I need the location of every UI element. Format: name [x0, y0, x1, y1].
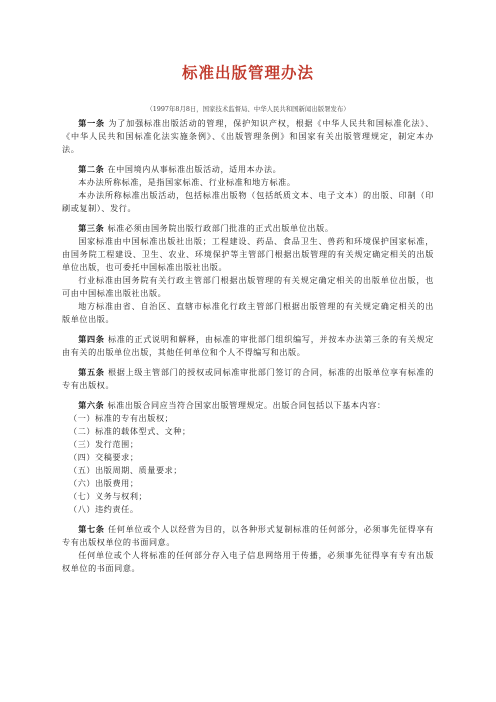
article-2-label: 第二条 — [78, 164, 105, 174]
article-7-label: 第七条 — [78, 524, 105, 534]
article-6 — [62, 399, 434, 412]
article-5-text: 根据上级主管部门的授权或同标准审批部门签订的合同，标准的出版单位享有标准的专有出版权。 — [62, 367, 434, 390]
list-item: （一）标准的专有出版权； — [69, 413, 174, 423]
list-item: （四）交稿要求； — [69, 452, 139, 462]
article-4-text: 标准的正式说明和解释，由标准的审批部门组织编写，并按本办法第三条的有关规定由有关的出版单位出版，其他任何单位和个人不得编写和出版。 — [62, 334, 434, 357]
list-item: （六）出版费用； — [69, 478, 139, 488]
article-5 — [62, 366, 434, 392]
list-item: （八）违约责任。 — [69, 504, 139, 514]
article-3-paragraph: 地方标准由省、自治区、直辖市标准化行政主管部门根据出版管理的有关规定确定相关的出版单位出版。 — [62, 301, 434, 324]
article-6-text: 标准出版合同应当符合国家出版管理规定。出版合同包括以下基本内容： — [107, 400, 386, 410]
article-2-paragraph: 本办法所称标准出版活动，包括标准出版物（包括纸质文本、电子文本）的出版、印制（印刷或复制）、发行。 — [62, 190, 434, 213]
document-subtitle: （1997年8月8日，国家技术监督局、中华人民共和国新闻出版署发布） — [146, 105, 350, 113]
article-3 — [62, 222, 434, 235]
article-7-text: 任何单位或个人以经营为目的，以各种形式复制标准的任何部分，必须事先征得享有专有出版权单位的书面同意。 — [62, 524, 434, 547]
article-6-label: 第六条 — [78, 400, 105, 410]
article-3-paragraph: 行业标准由国务院有关行政主管部门根据出版管理的有关规定确定相关的出版单位出版，也可由中国标准出版社出版。 — [62, 275, 434, 298]
list-item: （三）发行范围； — [69, 439, 139, 449]
article-1 — [62, 117, 434, 156]
article-2 — [62, 163, 434, 176]
article-7 — [62, 523, 434, 549]
article-4 — [62, 333, 434, 359]
article-3-label: 第三条 — [78, 223, 105, 233]
list-item: （二）标准的载体型式、文种； — [69, 426, 191, 436]
article-1-label: 第一条 — [78, 118, 105, 128]
document-title: 标准出版管理办法 — [181, 63, 314, 82]
article-2-paragraph: 本办法所称标准，是指国家标准、行业标准和地方标准。 — [78, 177, 296, 187]
article-3-paragraph: 国家标准由中国标准出版社出版；工程建设、药品、食品卫生、兽药和环境保护国家标准，由国务院工程建设、卫生、农业、环境保护等主管部门根据出版管理的有关规定确定相关的出版单位出版，也可委托中国标准出版社出版。 — [62, 236, 434, 272]
list-item: （七）义务与权利； — [69, 491, 148, 501]
list-item: （五）出版周期、质量要求； — [69, 465, 183, 475]
article-5-label: 第五条 — [78, 367, 105, 377]
article-2-text: 在中国境内从事标准出版活动，适用本办法。 — [107, 164, 282, 174]
article-1-text: 为了加强标准出版活动的管理，保护知识产权，根据《中华人民共和国标准化法》、《中华人民共和国标准化法实施条例》、《出版管理条例》和国家有关出版管理规定，制定本办法。 — [62, 118, 434, 154]
article-7-paragraph: 任何单位或个人将标准的任何部分存入电子信息网络用于传播，必须事先征得享有专有出版权单位的书面同意。 — [62, 550, 434, 573]
article-4-label: 第四条 — [78, 334, 105, 344]
article-3-text: 标准必须由国务院出版行政部门批准的正式出版单位出版。 — [107, 223, 334, 233]
